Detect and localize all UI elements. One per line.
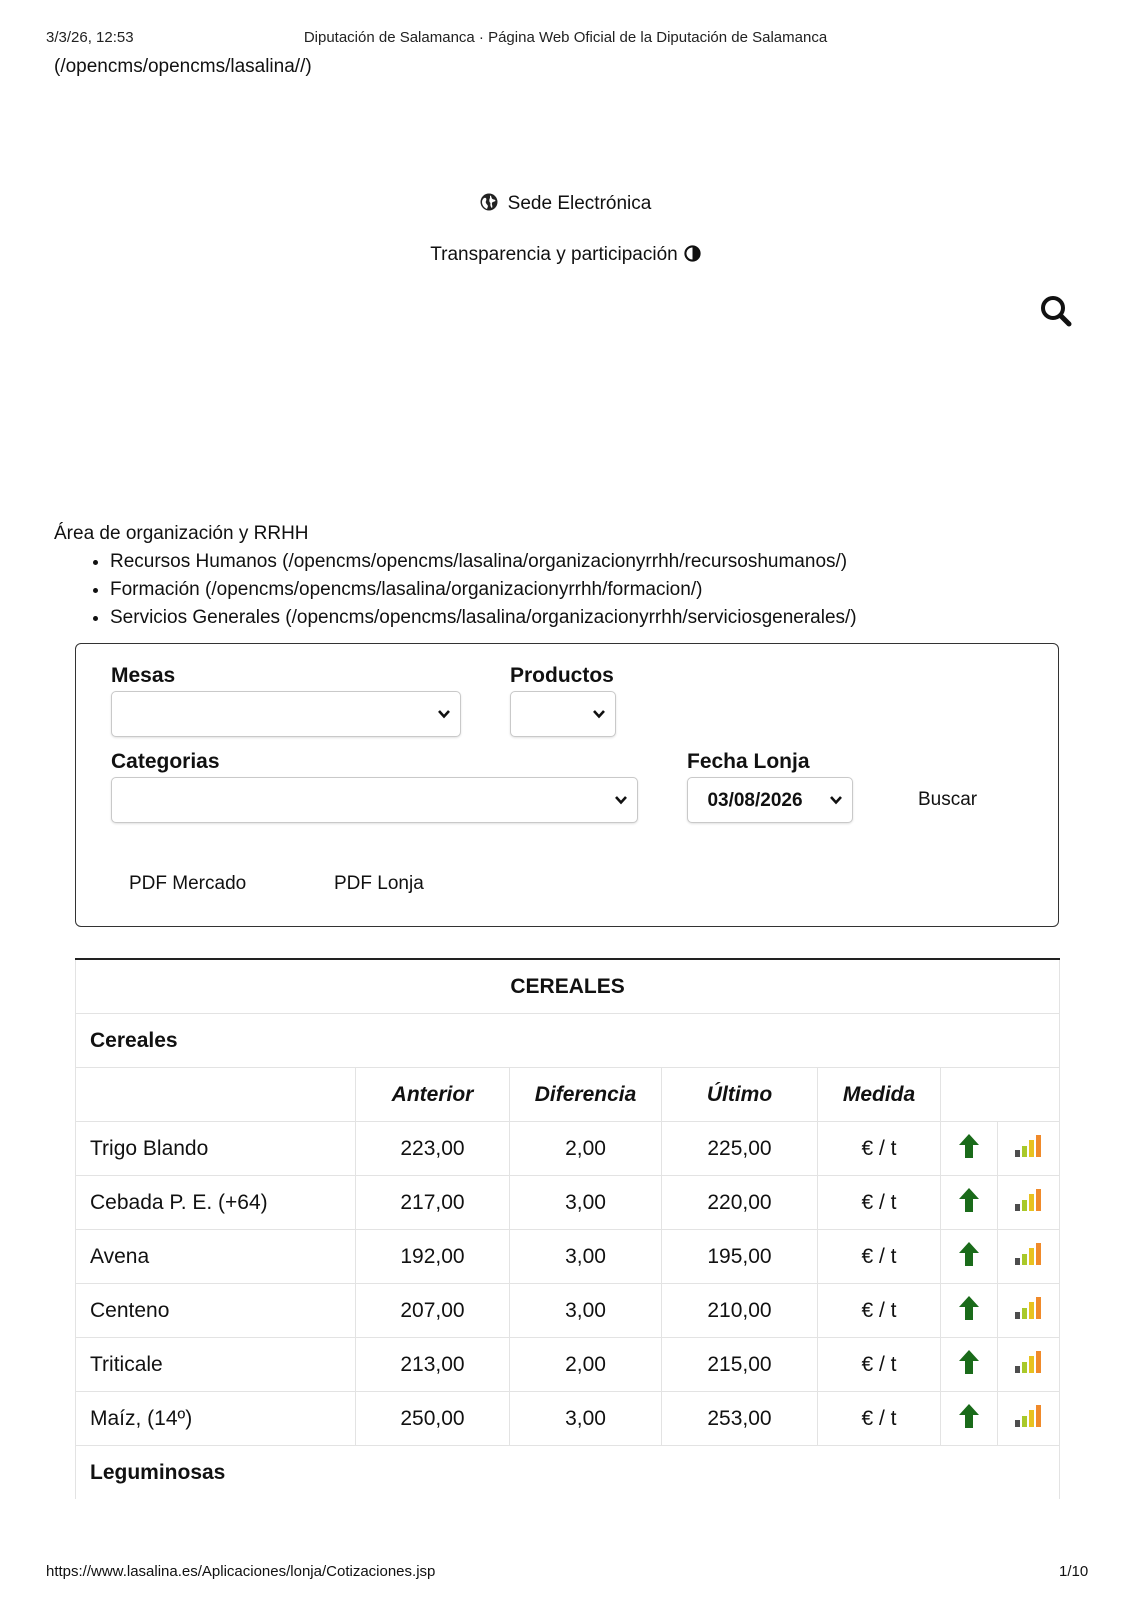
arrow-up-icon xyxy=(941,1176,998,1230)
diferencia-value: 2,00 xyxy=(510,1122,662,1176)
area-title: Área de organización y RRHH xyxy=(54,523,309,544)
bar-chart-icon[interactable] xyxy=(998,1122,1060,1176)
table-row xyxy=(76,1176,1060,1230)
product-name: Avena xyxy=(76,1230,356,1284)
productos-label: Productos xyxy=(510,664,614,687)
pdf-mercado-button[interactable]: PDF Mercado xyxy=(129,873,247,894)
area-section xyxy=(54,520,857,632)
sede-electronica-link[interactable] xyxy=(0,193,1131,217)
mesas-label: Mesas xyxy=(111,664,176,687)
header-empty xyxy=(941,1068,1060,1122)
table-row xyxy=(76,1230,1060,1284)
home-link[interactable]: (/opencms/opencms/lasalina//) xyxy=(54,56,312,77)
anterior-value: 250,00 xyxy=(356,1392,510,1446)
anterior-value: 223,00 xyxy=(356,1122,510,1176)
header-empty xyxy=(76,1068,356,1122)
fecha-lonja-label: Fecha Lonja xyxy=(687,750,810,773)
sede-label: Sede Electrónica xyxy=(507,193,652,214)
search-icon[interactable] xyxy=(1040,295,1072,332)
product-name: Trigo Blando xyxy=(76,1122,356,1176)
chevron-down-icon xyxy=(437,707,451,726)
ultimo-value: 210,00 xyxy=(662,1284,818,1338)
bar-chart-icon[interactable] xyxy=(998,1392,1060,1446)
chevron-down-icon xyxy=(614,793,628,812)
diferencia-value: 3,00 xyxy=(510,1392,662,1446)
fecha-lonja-select[interactable] xyxy=(687,777,853,823)
chevron-down-icon xyxy=(592,707,606,726)
filter-panel xyxy=(75,643,1059,927)
bar-chart-icon[interactable] xyxy=(998,1176,1060,1230)
bar-chart-icon[interactable] xyxy=(998,1284,1060,1338)
print-date: 3/3/26, 12:53 xyxy=(46,29,134,46)
medida-value: € / t xyxy=(818,1284,941,1338)
diferencia-value: 3,00 xyxy=(510,1284,662,1338)
ultimo-value: 195,00 xyxy=(662,1230,818,1284)
categorias-label: Categorias xyxy=(111,750,220,773)
area-item-recursos-humanos[interactable]: • Recursos Humanos (/opencms/opencms/lasalina/organizacionyrrhh/recursoshumanos/) xyxy=(110,548,857,576)
anterior-value: 192,00 xyxy=(356,1230,510,1284)
arrow-up-icon xyxy=(941,1392,998,1446)
medida-value: € / t xyxy=(818,1392,941,1446)
productos-select[interactable] xyxy=(510,691,616,737)
print-page-title: Diputación de Salamanca · Página Web Oficial de la Diputación de Salamanca xyxy=(303,29,828,46)
medida-value: € / t xyxy=(818,1338,941,1392)
section-title: CEREALES xyxy=(76,959,1060,1014)
fecha-lonja-value: 03/08/2026 xyxy=(707,790,803,811)
arrow-up-icon xyxy=(941,1230,998,1284)
table-row xyxy=(76,1284,1060,1338)
next-group-title: Leguminosas xyxy=(76,1446,1060,1500)
area-item-servicios-generales[interactable]: • Servicios Generales (/opencms/opencms/lasalina/organizacionyrrhh/serviciosgenerales/) xyxy=(110,604,857,632)
area-item-formacion[interactable]: • Formación (/opencms/opencms/lasalina/organizacionyrrhh/formacion/) xyxy=(110,576,857,604)
ultimo-value: 215,00 xyxy=(662,1338,818,1392)
anterior-value: 217,00 xyxy=(356,1176,510,1230)
diferencia-value: 3,00 xyxy=(510,1230,662,1284)
area-list xyxy=(54,548,857,632)
table-row xyxy=(76,1392,1060,1446)
header-diferencia: Diferencia xyxy=(510,1068,662,1122)
arrow-up-icon xyxy=(941,1284,998,1338)
medida-value: € / t xyxy=(818,1176,941,1230)
transparencia-label: Transparencia y participación xyxy=(430,244,678,265)
arrow-up-icon xyxy=(941,1338,998,1392)
table-row xyxy=(76,1122,1060,1176)
categorias-select[interactable] xyxy=(111,777,638,823)
diferencia-value: 3,00 xyxy=(510,1176,662,1230)
product-name: Triticale xyxy=(76,1338,356,1392)
group-title: Cereales xyxy=(76,1014,1060,1068)
ultimo-value: 225,00 xyxy=(662,1122,818,1176)
bar-chart-icon[interactable] xyxy=(998,1338,1060,1392)
product-name: Centeno xyxy=(76,1284,356,1338)
table-header-row xyxy=(76,1068,1060,1122)
header-anterior: Anterior xyxy=(356,1068,510,1122)
header-medida: Medida xyxy=(818,1068,941,1122)
anterior-value: 213,00 xyxy=(356,1338,510,1392)
arrow-up-icon xyxy=(941,1122,998,1176)
medida-value: € / t xyxy=(818,1230,941,1284)
ultimo-value: 220,00 xyxy=(662,1176,818,1230)
contrast-icon[interactable] xyxy=(684,245,701,268)
footer-url: https://www.lasalina.es/Aplicaciones/lonja/Cotizaciones.jsp xyxy=(46,1563,436,1580)
ultimo-value: 253,00 xyxy=(662,1392,818,1446)
buscar-button[interactable]: Buscar xyxy=(918,789,978,810)
globe-icon xyxy=(480,193,498,217)
chevron-down-icon xyxy=(829,793,843,812)
anterior-value: 207,00 xyxy=(356,1284,510,1338)
cotizaciones-table xyxy=(75,958,1060,1499)
product-name: Cebada P. E. (+64) xyxy=(76,1176,356,1230)
bar-chart-icon[interactable] xyxy=(998,1230,1060,1284)
product-name: Maíz, (14º) xyxy=(76,1392,356,1446)
transparencia-link[interactable] xyxy=(0,244,1131,268)
diferencia-value: 2,00 xyxy=(510,1338,662,1392)
pdf-lonja-button[interactable]: PDF Lonja xyxy=(334,873,424,894)
mesas-select[interactable] xyxy=(111,691,461,737)
page-number: 1/10 xyxy=(1059,1563,1089,1580)
header-ultimo: Último xyxy=(662,1068,818,1122)
table-row xyxy=(76,1338,1060,1392)
medida-value: € / t xyxy=(818,1122,941,1176)
